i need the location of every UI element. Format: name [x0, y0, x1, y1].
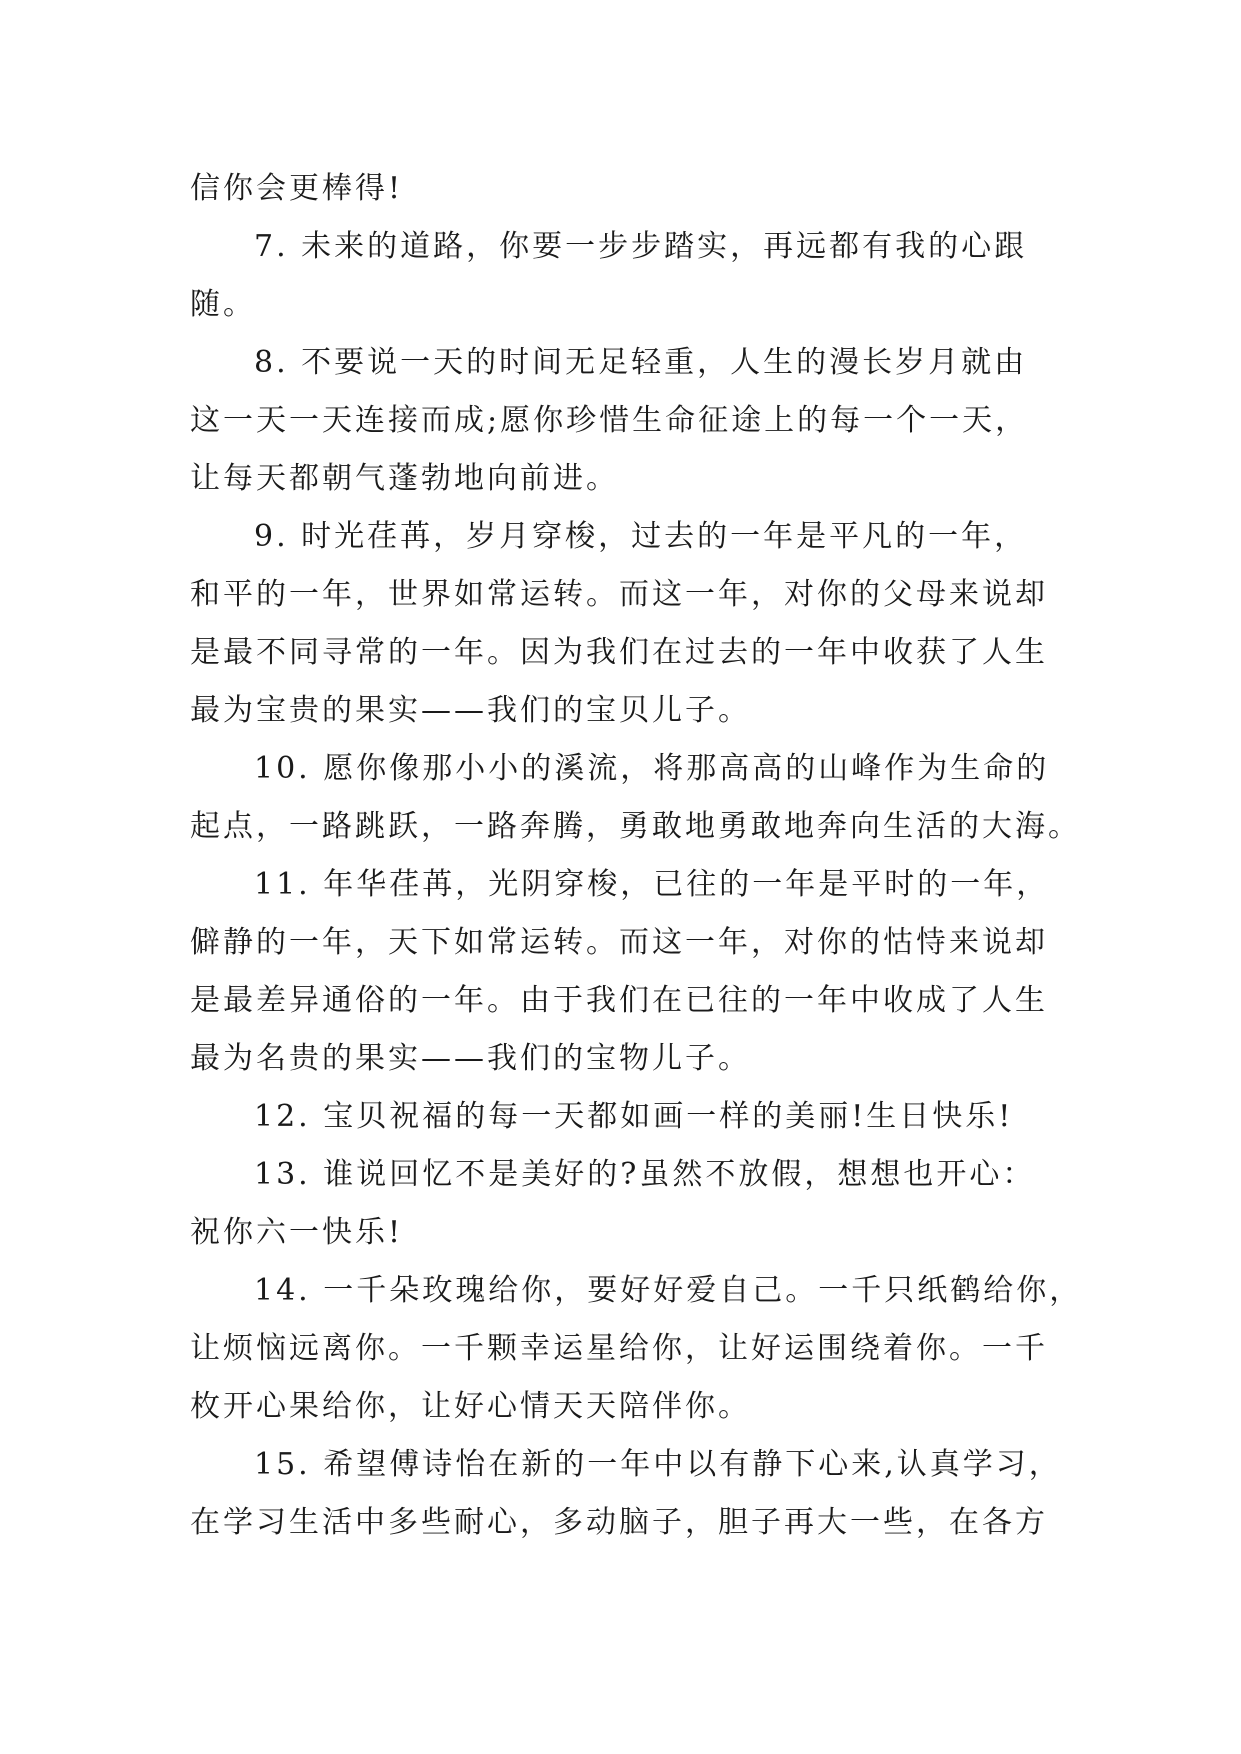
text-line: 8. 不要说一天的时间无足轻重，人生的漫长岁月就由: [254, 345, 1028, 380]
text-line: 让每天都朝气蓬勃地向前进。: [190, 461, 619, 496]
paragraph: [190, 856, 1050, 1088]
text-line: 12. 宝贝祝福的每一天都如画一样的美丽!生日快乐!: [254, 1099, 1014, 1134]
paragraph: [190, 160, 1050, 218]
text-line: 10. 愿你像那小小的溪流，将那高高的山峰作为生命的: [254, 751, 1050, 786]
text-line: 14. 一千朵玫瑰给你，要好好爱自己。一千只纸鹤给你，: [254, 1273, 1083, 1308]
text-line: 7. 未来的道路，你要一步步踏实，再远都有我的心跟: [254, 229, 1028, 264]
document-body: [190, 160, 1083, 1552]
text-line: 最为名贵的果实——我们的宝物儿子。: [190, 1041, 751, 1076]
text-line: 在学习生活中多些耐心，多动脑子，胆子再大一些，在各方: [190, 1505, 1048, 1540]
paragraph: [190, 508, 1050, 740]
paragraph: [190, 1146, 1050, 1262]
text-line: 15. 希望傅诗怡在新的一年中以有静下心来,认真学习，: [254, 1447, 1062, 1482]
paragraph: [190, 218, 1050, 334]
paragraph: [190, 1262, 1083, 1436]
text-line: 随。: [190, 287, 256, 322]
text-line: 13. 谁说回忆不是美好的?虽然不放假，想想也开心：: [254, 1157, 1036, 1192]
paragraph: [190, 740, 1081, 856]
text-line: 僻静的一年，天下如常运转。而这一年，对你的怙恃来说却: [190, 925, 1048, 960]
text-line: 祝你六一快乐!: [190, 1215, 404, 1250]
text-line: 是最不同寻常的一年。因为我们在过去的一年中收获了人生: [190, 635, 1048, 670]
text-line: 让烦恼远离你。一千颗幸运星给你，让好运围绕着你。一千: [190, 1331, 1048, 1366]
text-line: 这一天一天连接而成;愿你珍惜生命征途上的每一个一天，: [190, 403, 1029, 438]
text-line: 枚开心果给你，让好心情天天陪伴你。: [190, 1389, 751, 1424]
text-line: 起点，一路跳跃，一路奔腾，勇敢地勇敢地奔向生活的大海。: [190, 809, 1081, 844]
text-line: 是最差异通俗的一年。由于我们在已往的一年中收成了人生: [190, 983, 1048, 1018]
paragraph: [190, 1088, 1050, 1146]
text-line: 和平的一年，世界如常运转。而这一年，对你的父母来说却: [190, 577, 1048, 612]
text-line: 11. 年华荏苒，光阴穿梭，已往的一年是平时的一年，: [254, 867, 1050, 902]
text-line: 信你会更棒得!: [190, 171, 404, 206]
text-line: 9. 时光荏苒，岁月穿梭，过去的一年是平凡的一年，: [254, 519, 1028, 554]
paragraph: [190, 334, 1050, 508]
text-line: 最为宝贵的果实——我们的宝贝儿子。: [190, 693, 751, 728]
paragraph: [190, 1436, 1062, 1552]
